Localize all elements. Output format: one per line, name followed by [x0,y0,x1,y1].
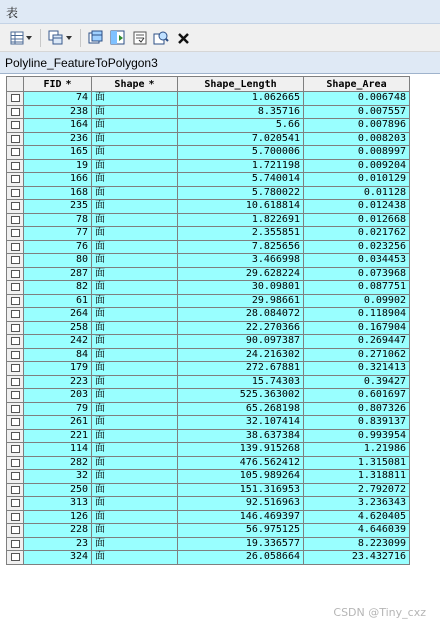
row-selector-box [11,297,20,305]
table-row[interactable] [6,173,406,187]
table-row[interactable] [6,132,406,147]
cell-shape-length[interactable]: 24.216302 [178,349,304,363]
cell-shape[interactable]: 面 [92,187,178,201]
cell-fid[interactable]: 221 [24,430,92,444]
table-row[interactable] [6,429,406,444]
cell-shape-length[interactable]: 5.700006 [178,146,304,160]
row-selector[interactable] [6,416,24,430]
table-row[interactable] [6,213,406,228]
cell-fid[interactable]: 165 [24,146,92,160]
cell-shape-length[interactable]: 28.084072 [178,308,304,322]
cell-shape-area[interactable]: 1.21986 [304,443,410,457]
cell-fid[interactable]: 250 [24,484,92,498]
cell-fid[interactable]: 324 [24,551,92,565]
toolbar-separator [80,29,81,47]
cell-shape-length[interactable]: 476.562412 [178,457,304,471]
cell-fid[interactable]: 236 [24,133,92,147]
row-selector-box [11,148,20,156]
cell-shape-area[interactable]: 0.007896 [304,119,410,133]
cell-shape[interactable]: 面 [92,416,178,430]
cell-shape[interactable]: 面 [92,349,178,363]
row-selector[interactable] [6,551,24,565]
cell-shape-area[interactable]: 1.315081 [304,457,410,471]
cell-shape-area[interactable]: 0.006748 [304,92,410,106]
row-selector-box [11,553,20,561]
cell-fid[interactable]: 32 [24,470,92,484]
cell-shape[interactable]: 面 [92,511,178,525]
cell-fid[interactable]: 242 [24,335,92,349]
column-header-shape-length[interactable] [178,76,304,92]
cell-shape-length[interactable]: 56.975125 [178,524,304,538]
cell-shape[interactable]: 面 [92,551,178,565]
row-selector-box [11,351,20,359]
cell-shape[interactable]: 面 [92,484,178,498]
delete-selected-button[interactable] [174,28,192,48]
cell-shape-area[interactable]: 0.007557 [304,106,410,120]
related-tables-icon [48,30,64,46]
row-selector-box [11,310,20,318]
window-title: 表 [6,6,19,20]
cell-shape-length[interactable]: 139.915268 [178,443,304,457]
zoom-to-selected-icon [153,30,169,46]
row-selector-box [11,378,20,386]
row-selector[interactable] [6,106,24,120]
row-selector-box [11,283,20,291]
table-row[interactable] [6,551,406,565]
table-row[interactable] [6,146,406,160]
cell-fid[interactable]: 80 [24,254,92,268]
row-selector-box [11,513,20,521]
zoom-to-selected-button[interactable] [151,28,171,48]
delete-selected-icon [177,32,190,45]
cell-shape-length[interactable]: 8.35716 [178,106,304,120]
select-by-attributes-button[interactable] [86,28,106,48]
cell-fid[interactable]: 313 [24,497,92,511]
column-header-shape-area[interactable] [304,76,410,92]
cell-shape-length[interactable]: 151.316953 [178,484,304,498]
cell-shape-area[interactable]: 0.008997 [304,146,410,160]
switch-selection-button[interactable] [108,28,128,48]
row-selector[interactable] [6,254,24,268]
cell-shape[interactable]: 面 [92,106,178,120]
row-selector[interactable] [6,308,24,322]
cell-shape[interactable]: 面 [92,389,178,403]
cell-shape[interactable]: 面 [92,214,178,228]
row-selector[interactable] [6,484,24,498]
chevron-down-icon [66,36,72,40]
table-row[interactable] [6,470,406,484]
cell-shape-length[interactable]: 92.516963 [178,497,304,511]
table-row[interactable] [6,159,406,174]
cell-shape-length[interactable]: 30.09801 [178,281,304,295]
cell-fid[interactable]: 258 [24,322,92,336]
cell-shape-area[interactable]: 0.009204 [304,160,410,174]
cell-shape-length[interactable]: 1.721198 [178,160,304,174]
row-selector[interactable] [6,443,24,457]
row-selector-box [11,216,20,224]
column-header-label: Shape [114,79,145,90]
table-row[interactable] [6,105,406,120]
column-header-label: FID [43,79,62,90]
cell-shape-area[interactable]: 0.021762 [304,227,410,241]
cell-shape-length[interactable]: 272.67881 [178,362,304,376]
cell-shape-area[interactable]: 0.993954 [304,430,410,444]
cell-fid[interactable]: 261 [24,416,92,430]
cell-fid[interactable]: 61 [24,295,92,309]
column-header-label: Shape_Area [326,79,387,90]
cell-shape[interactable]: 面 [92,538,178,552]
cell-shape-length[interactable]: 38.637384 [178,430,304,444]
cell-fid[interactable]: 223 [24,376,92,390]
cell-shape-area[interactable]: 0.269447 [304,335,410,349]
row-selector-box [11,391,20,399]
row-selector-box [11,202,20,210]
cell-shape-length[interactable]: 5.66 [178,119,304,133]
cell-shape-area[interactable]: 0.167904 [304,322,410,336]
window-titlebar [0,0,440,24]
row-selector-box [11,94,20,102]
row-selector-box [11,229,20,237]
cell-shape-area[interactable]: 2.792072 [304,484,410,498]
cell-shape[interactable]: 面 [92,173,178,187]
row-selector-box [11,364,20,372]
cell-shape[interactable]: 面 [92,281,178,295]
cell-shape-area[interactable]: 0.01128 [304,187,410,201]
cell-shape-area[interactable]: 0.39427 [304,376,410,390]
table-row[interactable] [6,92,406,106]
table-row[interactable] [6,483,406,498]
cell-shape-area[interactable]: 0.601697 [304,389,410,403]
table-row[interactable] [6,281,406,295]
cell-shape-area[interactable]: 3.236343 [304,497,410,511]
cell-shape-length[interactable]: 2.355851 [178,227,304,241]
table-row[interactable] [6,537,406,552]
cell-fid[interactable]: 264 [24,308,92,322]
cell-fid[interactable]: 82 [24,281,92,295]
attribute-table-grid [0,74,440,623]
cell-shape[interactable]: 面 [92,241,178,255]
cell-fid[interactable]: 238 [24,106,92,120]
row-selector[interactable] [6,403,24,417]
cell-shape-length[interactable]: 146.469397 [178,511,304,525]
cell-fid[interactable]: 235 [24,200,92,214]
cell-shape-area[interactable]: 0.073968 [304,268,410,282]
table-row[interactable] [6,443,406,457]
row-selector-box [11,121,20,129]
cell-shape[interactable]: 面 [92,119,178,133]
cell-fid[interactable]: 77 [24,227,92,241]
cell-shape[interactable]: 面 [92,470,178,484]
row-selector[interactable] [6,389,24,403]
cell-fid[interactable]: 168 [24,187,92,201]
table-row[interactable] [6,375,406,390]
table-row[interactable] [6,254,406,268]
cell-shape-length[interactable]: 1.062665 [178,92,304,106]
clear-selection-button[interactable] [131,28,149,48]
row-selector[interactable] [6,241,24,255]
table-options-button[interactable] [6,28,36,48]
table-row[interactable] [6,510,406,525]
row-selector-box [11,459,20,467]
cell-shape[interactable]: 面 [92,295,178,309]
table-row[interactable] [6,267,406,282]
cell-shape-area[interactable]: 0.012668 [304,214,410,228]
cell-shape[interactable]: 面 [92,308,178,322]
header-corner-cell[interactable] [6,76,24,92]
cell-fid[interactable]: 166 [24,173,92,187]
cell-shape[interactable]: 面 [92,146,178,160]
cell-shape-length[interactable]: 1.822691 [178,214,304,228]
row-selector-box [11,445,20,453]
row-selector[interactable] [6,281,24,295]
cell-shape-length[interactable]: 3.466998 [178,254,304,268]
row-selector[interactable] [6,376,24,390]
row-selector[interactable] [6,200,24,214]
cell-shape-length[interactable]: 22.270366 [178,322,304,336]
table-row[interactable] [6,294,406,309]
row-selector-box [11,324,20,332]
table-toolbar [0,24,440,52]
row-selector[interactable] [6,227,24,241]
cell-shape-length[interactable]: 65.268198 [178,403,304,417]
cell-shape-area[interactable]: 0.118904 [304,308,410,322]
row-selector[interactable] [6,268,24,282]
cell-shape-area[interactable]: 1.318811 [304,470,410,484]
table-row[interactable] [6,186,406,201]
row-selector-box [11,243,20,251]
cell-shape-length[interactable]: 525.363002 [178,389,304,403]
cell-shape-area[interactable]: 4.646039 [304,524,410,538]
row-selector[interactable] [6,92,24,106]
row-selector[interactable] [6,146,24,160]
toolbar-separator [40,29,41,47]
row-selector-box [11,337,20,345]
column-header-label: Shape_Length [204,79,277,90]
cell-shape[interactable]: 面 [92,430,178,444]
table-tab-label: Polyline_FeatureToPolygon3 [5,56,158,70]
cell-shape-length[interactable]: 26.058664 [178,551,304,565]
cell-fid[interactable]: 74 [24,92,92,106]
row-selector[interactable] [6,133,24,147]
row-selector-box [11,405,20,413]
table-row[interactable] [6,348,406,363]
row-selector[interactable] [6,335,24,349]
row-selector[interactable] [6,349,24,363]
switch-selection-icon [110,30,126,46]
cell-shape[interactable]: 面 [92,524,178,538]
cell-shape-length[interactable]: 19.336577 [178,538,304,552]
row-selector-box [11,108,20,116]
row-selector[interactable] [6,511,24,525]
clear-selection-icon [133,31,147,45]
cell-shape-length[interactable]: 15.74303 [178,376,304,390]
cell-shape[interactable]: 面 [92,268,178,282]
table-header-row [6,76,402,92]
cell-shape-area[interactable]: 0.271062 [304,349,410,363]
cell-shape[interactable]: 面 [92,254,178,268]
row-selector[interactable] [6,538,24,552]
cell-shape-area[interactable]: 0.034453 [304,254,410,268]
table-row[interactable] [6,362,406,376]
cell-shape-area[interactable]: 8.223099 [304,538,410,552]
row-selector[interactable] [6,457,24,471]
select-by-attributes-icon [88,30,104,46]
row-selector[interactable] [6,497,24,511]
row-selector-box [11,256,20,264]
cell-fid[interactable]: 282 [24,457,92,471]
column-header-fid[interactable] [24,76,92,92]
row-selector[interactable] [6,362,24,376]
table-row[interactable] [6,321,406,336]
cell-shape[interactable]: 面 [92,457,178,471]
cell-shape[interactable]: 面 [92,362,178,376]
cell-fid[interactable]: 164 [24,119,92,133]
cell-fid[interactable]: 179 [24,362,92,376]
cell-shape[interactable]: 面 [92,335,178,349]
row-selector-box [11,418,20,426]
cell-shape-length[interactable]: 7.020541 [178,133,304,147]
watermark: CSDN @Tiny_cxz [333,606,426,619]
row-selector-box [11,472,20,480]
cell-shape-length[interactable]: 10.618814 [178,200,304,214]
row-selector-box [11,175,20,183]
table-row[interactable] [6,119,406,133]
row-selector[interactable] [6,295,24,309]
cell-shape-area[interactable]: 0.321413 [304,362,410,376]
cell-shape[interactable]: 面 [92,200,178,214]
sort-indicator: * [148,79,155,90]
cell-shape-length[interactable]: 105.989264 [178,470,304,484]
cell-fid[interactable]: 78 [24,214,92,228]
row-selector-box [11,499,20,507]
row-selector[interactable] [6,322,24,336]
row-selector-box [11,540,20,548]
cell-fid[interactable]: 76 [24,241,92,255]
cell-fid[interactable]: 84 [24,349,92,363]
row-selector-box [11,526,20,534]
cell-shape[interactable]: 面 [92,443,178,457]
cell-shape-length[interactable]: 32.107414 [178,416,304,430]
cell-shape[interactable]: 面 [92,403,178,417]
cell-shape-length[interactable]: 5.740014 [178,173,304,187]
sort-indicator: * [65,79,72,90]
attribute-table [6,76,406,565]
cell-shape-area[interactable]: 23.432716 [304,551,410,565]
row-selector-box [11,189,20,197]
cell-shape-length[interactable]: 29.628224 [178,268,304,282]
column-header-shape[interactable] [92,76,178,92]
row-selector[interactable] [6,430,24,444]
cell-shape-length[interactable]: 7.825656 [178,241,304,255]
table-options-icon [10,31,24,45]
cell-fid[interactable]: 19 [24,160,92,174]
table-tab[interactable] [0,52,440,74]
cell-shape-area[interactable]: 0.839137 [304,416,410,430]
cell-shape-area[interactable]: 0.010129 [304,173,410,187]
cell-shape-length[interactable]: 90.097387 [178,335,304,349]
cell-shape-area[interactable]: 0.09902 [304,295,410,309]
table-row[interactable] [6,389,406,403]
cell-fid[interactable]: 287 [24,268,92,282]
cell-shape-area[interactable]: 0.008203 [304,133,410,147]
row-selector[interactable] [6,119,24,133]
cell-shape[interactable]: 面 [92,227,178,241]
cell-shape-area[interactable]: 4.620405 [304,511,410,525]
cell-shape-area[interactable]: 0.807326 [304,403,410,417]
cell-fid[interactable]: 228 [24,524,92,538]
table-row[interactable] [6,416,406,430]
cell-fid[interactable]: 203 [24,389,92,403]
table-row[interactable] [6,402,406,417]
table-row[interactable] [6,335,406,349]
table-row[interactable] [6,497,406,511]
cell-shape-length[interactable]: 29.98661 [178,295,304,309]
cell-fid[interactable]: 114 [24,443,92,457]
row-selector[interactable] [6,524,24,538]
table-row[interactable] [6,456,406,471]
row-selector[interactable] [6,173,24,187]
cell-shape[interactable]: 面 [92,322,178,336]
row-selector[interactable] [6,160,24,174]
chevron-down-icon [26,36,32,40]
cell-shape-area[interactable]: 0.087751 [304,281,410,295]
table-row[interactable] [6,227,406,241]
row-selector-box [11,486,20,494]
table-row[interactable] [6,200,406,214]
cell-shape[interactable]: 面 [92,497,178,511]
related-tables-button[interactable] [45,28,75,48]
row-selector[interactable] [6,187,24,201]
cell-shape[interactable]: 面 [92,92,178,106]
row-selector-box [11,270,20,278]
cell-fid[interactable]: 23 [24,538,92,552]
table-row[interactable] [6,240,406,255]
cell-shape-area[interactable]: 0.012438 [304,200,410,214]
cell-fid[interactable]: 126 [24,511,92,525]
cell-shape[interactable]: 面 [92,133,178,147]
cell-shape[interactable]: 面 [92,160,178,174]
row-selector-box [11,135,20,143]
cell-fid[interactable]: 79 [24,403,92,417]
row-selector[interactable] [6,214,24,228]
table-row[interactable] [6,524,406,538]
row-selector[interactable] [6,470,24,484]
row-selector-box [11,162,20,170]
cell-shape-area[interactable]: 0.023256 [304,241,410,255]
cell-shape-length[interactable]: 5.780022 [178,187,304,201]
row-selector-box [11,432,20,440]
cell-shape[interactable]: 面 [92,376,178,390]
table-row[interactable] [6,308,406,322]
